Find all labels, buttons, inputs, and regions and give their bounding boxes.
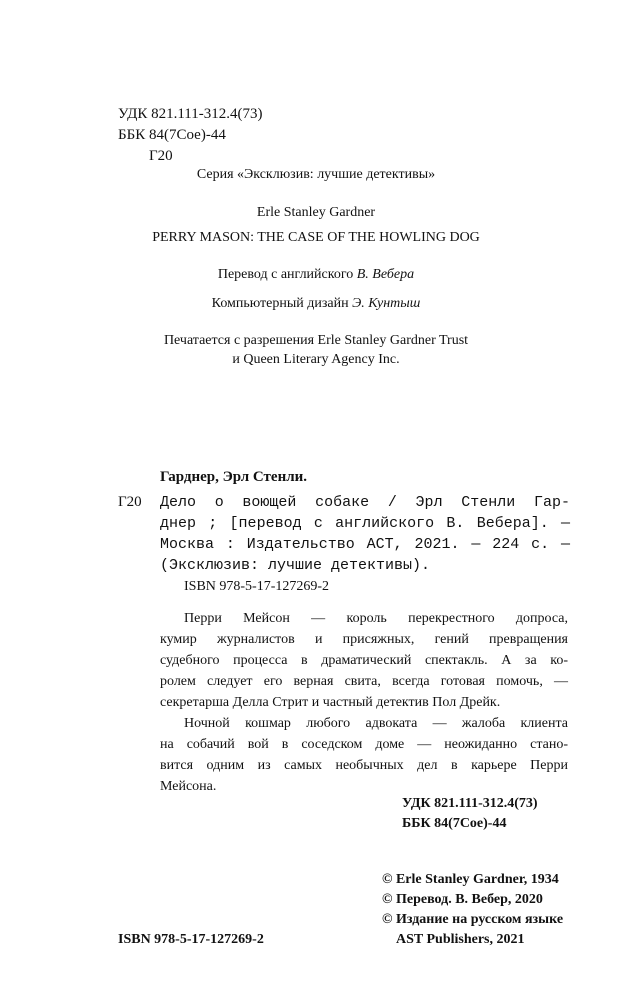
design-label: Компьютерный дизайн [211, 296, 349, 311]
catalog-description [160, 492, 570, 576]
catalog-line: Москва : Издательство АСТ, 2021. — 224 с. — [160, 536, 570, 553]
annotation-line: Ночной кошмар любого адвоката — жалоба клиента [184, 716, 568, 731]
original-title: PERRY MASON: THE CASE OF THE HOWLING DOG [152, 230, 480, 245]
isbn-bottom: ISBN 978-5-17-127269-2 [118, 932, 264, 947]
translator-name: В. Вебера [356, 267, 415, 282]
bbk-code-bottom: ББК 84(7Сое)-44 [402, 816, 507, 831]
annotation-line: Перри Мейсон — король перекрестного допроса, [184, 611, 568, 626]
copyright-line: © Издание на русском языке [382, 912, 564, 927]
annotation [160, 608, 568, 797]
permission-line-1: Печатается с разрешения Erle Stanley Gardner Trust [163, 333, 469, 348]
annotation-line: на собачий вой в соседском доме — неожиданно стано- [160, 737, 568, 752]
udk-code-bottom: УДК 821.111-312.4(73) [402, 796, 538, 811]
translation-credit [0, 264, 632, 285]
designer-name: Э. Кунтыш [352, 296, 421, 311]
original-author: Erle Stanley Gardner [256, 205, 376, 220]
design-credit [0, 293, 632, 314]
catalog-line: (Эксклюзив: лучшие детективы). [160, 557, 431, 574]
annotation-line: Мейсона. [160, 779, 217, 794]
udk-code-top: УДК 821.111-312.4(73) [118, 106, 263, 122]
catalog-mark: Г20 [118, 494, 142, 510]
annotation-line: ролем следует его верная свита, всегда готовая помочь, — [160, 674, 568, 689]
annotation-line: секретарша Делла Стрит и частный детектив Пол Дрейк. [160, 695, 501, 710]
catalog-heading: Гарднер, Эрл Стенли. [160, 469, 308, 485]
permission-line-2: и Queen Literary Agency Inc. [232, 352, 400, 367]
catalog-isbn: ISBN 978-5-17-127269-2 [184, 579, 330, 594]
catalog-line: днер ; [перевод с английского В. Вебера]. — [160, 515, 570, 532]
translation-label: Перевод с английского [217, 267, 354, 282]
annotation-line: кумир журналистов и присяжных, гений превращения [160, 632, 568, 647]
annotation-line: вится одним из самых необычных дел в карьере Перри [160, 758, 568, 773]
annotation-line: судебного процесса в драматический спектакль. А за ко- [160, 653, 568, 668]
catalog-line: Дело о воющей собаке / Эрл Стенли Гар- [160, 494, 570, 511]
series-line: Серия «Эксклюзив: лучшие детективы» [196, 167, 436, 182]
copyright-line: © Erle Stanley Gardner, 1934 [382, 872, 559, 887]
author-mark-top: Г20 [149, 148, 173, 164]
bbk-code-top: ББК 84(7Сое)-44 [118, 127, 226, 143]
copyright-line: © Перевод. В. Вебер, 2020 [382, 892, 543, 907]
copyright-line: AST Publishers, 2021 [396, 932, 525, 947]
